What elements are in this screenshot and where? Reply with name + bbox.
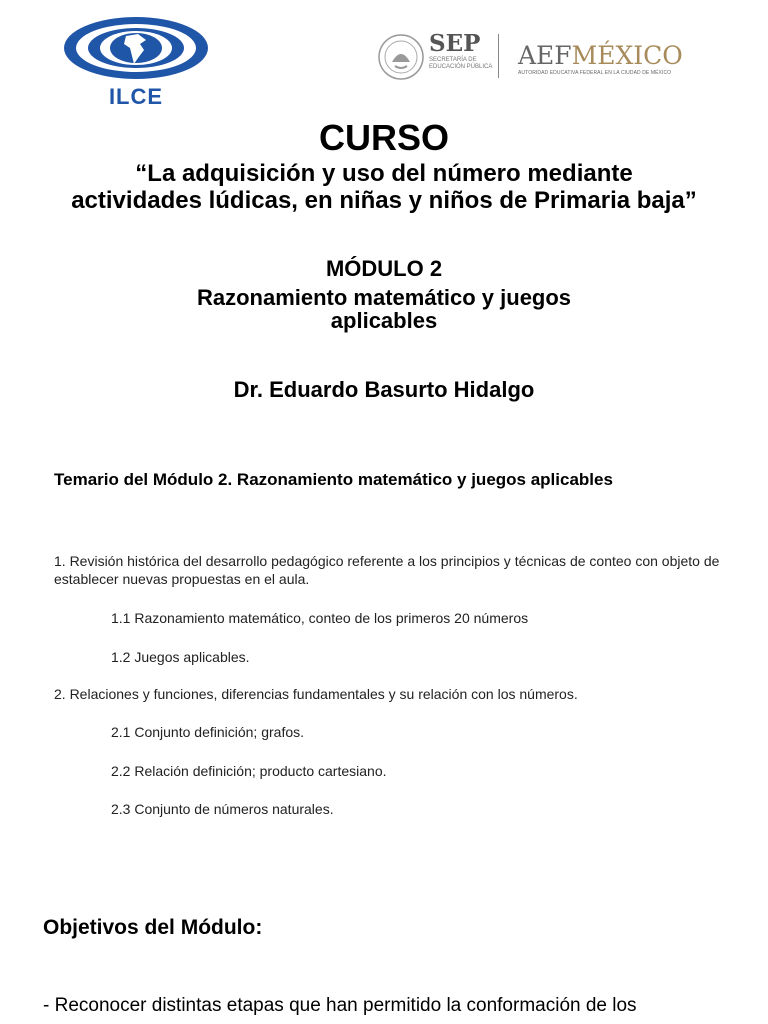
aef-mexico: MÉXICO: [571, 41, 683, 70]
course-title-line-2: actividades lúdicas, en niñas y niños de Primaria baja”: [71, 187, 697, 214]
objectives-heading: Objetivos del Módulo:: [43, 916, 263, 939]
temario-item: 2.2 Relación definición; producto cartesiano.: [111, 763, 387, 779]
course-title: [0, 160, 768, 214]
sep-title: SEP: [429, 30, 481, 57]
temario-item: 1. Revisión histórica del desarrollo pedagógico referente a los principios y técnicas de conteo con objeto de establecer nuevas propuestas en el aula.: [54, 553, 720, 587]
temario-item: 1.2 Juegos aplicables.: [111, 649, 250, 665]
objective-item: - Reconocer distintas etapas que han permitido la conformación de los: [43, 995, 637, 1016]
aef-subtitle: AUTORIDAD EDUCATIVA FEDERAL EN LA CIUDAD DE MÉXICO: [518, 70, 672, 76]
temario-item: 2.1 Conjunto definición; grafos.: [111, 724, 305, 740]
mexico-seal-icon: [378, 34, 424, 80]
temario-item: 2. Relaciones y funciones, diferencias fundamentales y su relación con los números.: [54, 686, 578, 702]
course-title-line-1: “La adquisición y uso del número mediante: [135, 160, 633, 187]
ilce-logo-text: ILCE: [108, 84, 164, 109]
temario-heading: Temario del Módulo 2. Razonamiento matemático y juegos aplicables: [54, 470, 613, 489]
module-subtitle: Razonamiento matemático y juegos aplicables: [196, 285, 572, 333]
sep-subtitle: SECRETARÍA DE EDUCACIÓN PÚBLICA: [429, 57, 493, 70]
aef-prefix: AEF: [518, 41, 572, 70]
author-name: Dr. Eduardo Basurto Hidalgo: [233, 377, 535, 402]
curso-label: CURSO: [318, 117, 449, 158]
aef-logo: [518, 42, 683, 70]
module-label: MÓDULO 2: [325, 256, 443, 281]
temario-item: 1.1 Razonamiento matemático, conteo de los primeros 20 números: [111, 610, 529, 626]
logo-divider: [498, 34, 499, 78]
temario-item: 2.3 Conjunto de números naturales.: [111, 801, 334, 817]
